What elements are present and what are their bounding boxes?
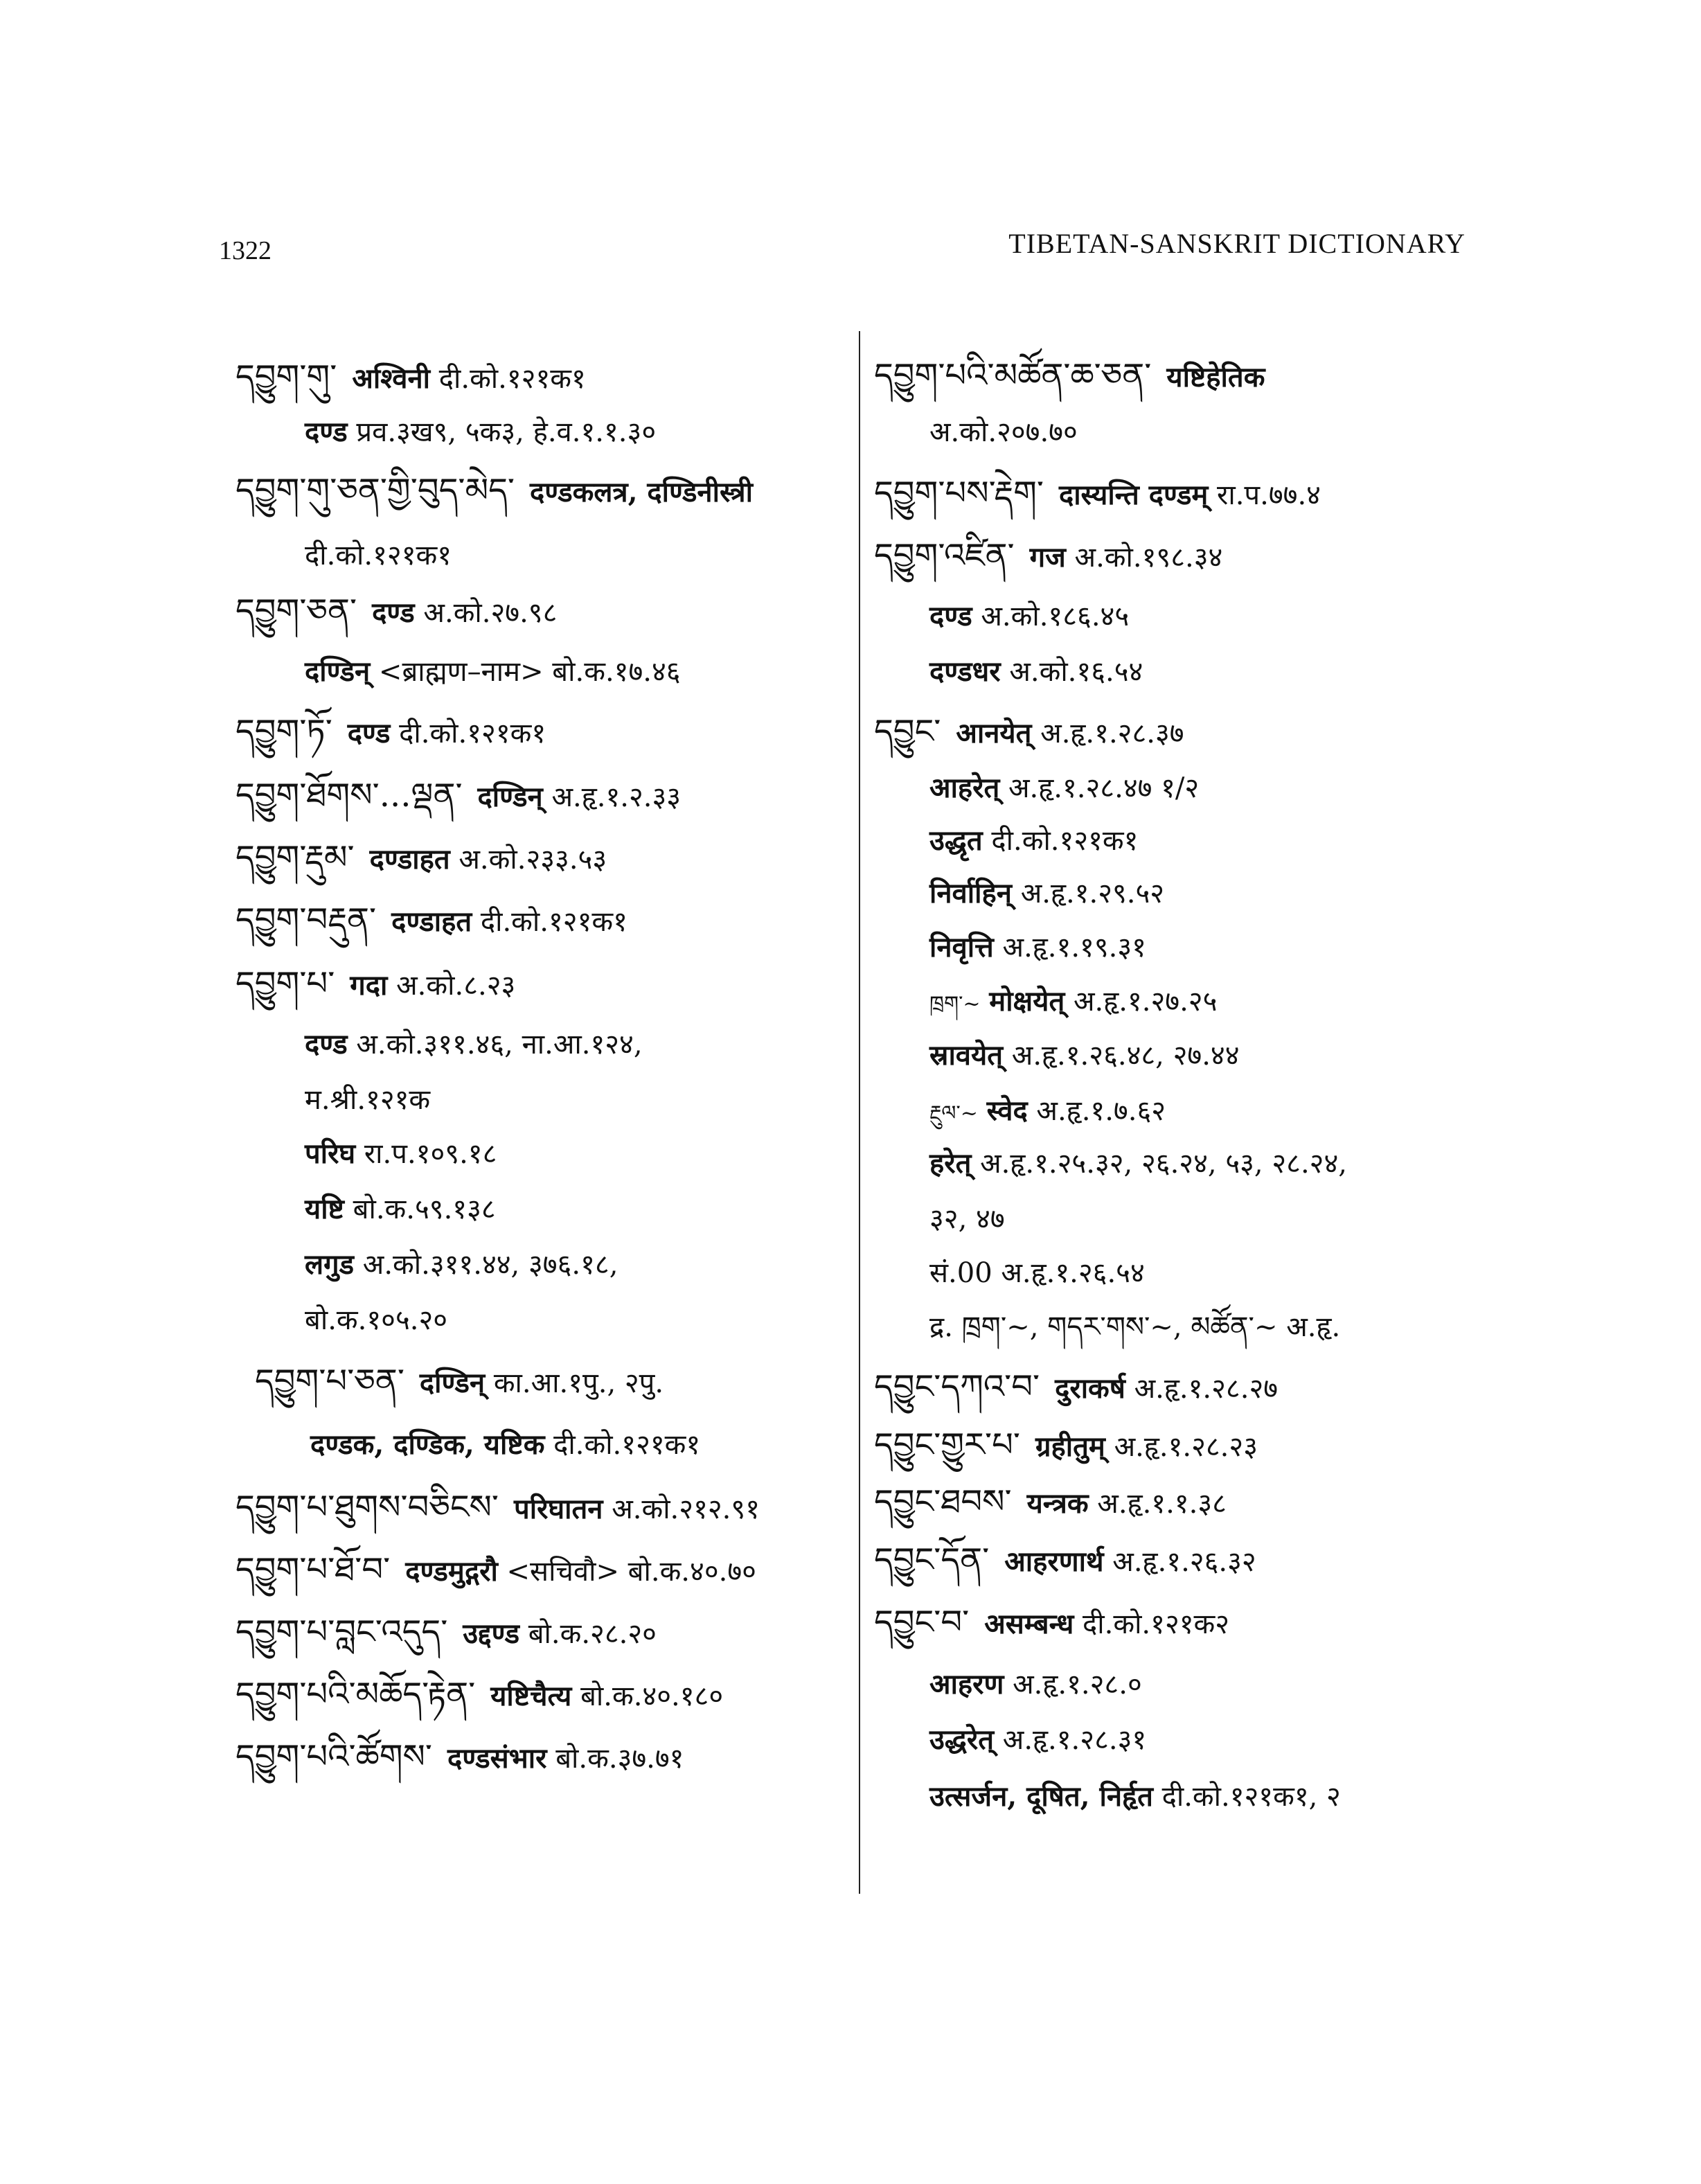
tibetan-headword: དབྱུང་བ་ (874, 1603, 970, 1642)
entry-line (929, 1039, 1240, 1072)
entry-line (874, 356, 1265, 395)
source-reference: अ.को.२७.९८ (423, 597, 558, 629)
source-reference: अ.को.२१२.९१ (612, 1493, 760, 1525)
source-reference: बो.क.१०५.२० (305, 1304, 448, 1336)
entry-line (929, 1780, 1341, 1813)
source-reference: अ.हृ.१.२५.३२, २६.२४, ५३, २८.२४, (980, 1148, 1347, 1180)
sanskrit-equivalent: दण्ड (347, 717, 391, 749)
entry-line (235, 712, 546, 751)
sanskrit-equivalent: आहरणार्थ (1004, 1545, 1104, 1578)
source-reference: अ.को.८.२३ (396, 970, 516, 1002)
source-reference: रा.प.७७.४ (1217, 479, 1321, 511)
sanskrit-equivalent: दण्डाहत (369, 843, 450, 876)
source-reference: अ.हृ.१.२९.५२ (1020, 878, 1165, 909)
tibetan-headword: དབྱུང་ཐབས་ (874, 1482, 1012, 1521)
sanskrit-equivalent: यष्टिहेतिक (1166, 361, 1265, 393)
tibetan-headword: དབྱུག་པ་ཐོ་བ་ (235, 1550, 391, 1589)
sanskrit-equivalent: दण्डधर (929, 655, 1001, 688)
tibetan-headword: དབྱུག་ཅན་ (235, 592, 357, 630)
entry-line (929, 1668, 1142, 1701)
sanskrit-equivalent: दण्डाहत (391, 905, 472, 938)
tibetan-headword: དབྱུག་བརྡུན་ (235, 900, 377, 939)
entry-line (874, 1543, 1256, 1577)
entry-line (235, 900, 627, 939)
source-reference: बो.क.२८.२० (528, 1618, 657, 1650)
source-reference: प्रव.३ख९, ५क३, हे.व.१.१.३० (356, 416, 657, 448)
entry-line (874, 1603, 1230, 1642)
page-number: 1322 (219, 236, 271, 265)
tibetan-headword: དབྱུག་འཛིན་ (874, 536, 1015, 575)
sanskrit-equivalent: यष्टि (305, 1193, 344, 1225)
entry-line (929, 1259, 1145, 1287)
source-reference: अ.हृ.१.२८.३१ (1002, 1724, 1147, 1756)
source-reference: दी.को.१२१क१ (991, 825, 1139, 857)
source-reference: अ.को.३११.४४, ३७६.१८, (362, 1249, 618, 1281)
sanskrit-equivalent: निर्वाहिन् (929, 877, 1012, 909)
tibetan-headword: དབྱུག་ཏོ་ (235, 712, 332, 751)
tibetan-headword: དབྱུང་གྱུར་པ་ (874, 1426, 1020, 1464)
source-reference: अ.हृ.१.२८.४७ १/२ (1008, 772, 1200, 804)
entry-line (929, 1723, 1147, 1756)
sanskrit-equivalent: स्वेद (986, 1094, 1028, 1127)
sanskrit-equivalent: उत्सर्जन, दूषित, निर्हृत (929, 1780, 1153, 1813)
entry-line (305, 1193, 496, 1225)
entry-line (874, 712, 1184, 751)
sanskrit-equivalent: गदा (350, 969, 388, 1002)
entry-line (874, 1428, 1258, 1462)
entry-line (929, 418, 1078, 446)
sanskrit-equivalent: दण्डकलत्र, दण्डिनीस्त्री (530, 476, 753, 508)
sanskrit-equivalent: दण्डसंभार (447, 1742, 547, 1775)
entry-line (235, 776, 682, 815)
source-reference: अ.को.१६.५४ (1009, 656, 1143, 688)
sanskrit-equivalent: आहरण (929, 1668, 1004, 1701)
sanskrit-equivalent: मोक्षयेत् (989, 985, 1065, 1018)
tibetan-headword: དབྱུང་དཀའ་བ་ (874, 1367, 1040, 1406)
source-reference: दी.को.१२१क१ (305, 540, 452, 571)
entry-line (235, 964, 516, 1003)
entry-line (305, 418, 656, 446)
tibetan-headword: དབྱུག་པའི་མཚོན་ཆ་ཅན་ (874, 356, 1152, 395)
source-reference: दी.को.१२१क१ (399, 718, 546, 749)
cross-reference: द्र. ཁྲག་~, གདར་གས་~, མཚོན་~ अ.हृ. (929, 1311, 1341, 1343)
sanskrit-equivalent: ग्रहीतुम् (1035, 1430, 1105, 1463)
source-reference: अ.हृ.१.१९.३१ (1002, 932, 1146, 964)
sanskrit-equivalent: उद्धरेत् (929, 1723, 995, 1756)
entry-line (929, 655, 1143, 688)
sanskrit-equivalent: असम्बन्ध (984, 1608, 1074, 1640)
entry-line (929, 877, 1165, 909)
source-reference: दी.को.१२१क१, २ (1161, 1781, 1341, 1813)
source-reference: ३२, ४७ (929, 1203, 1005, 1235)
running-title: TIBETAN-SANSKRIT DICTIONARY (1008, 228, 1466, 259)
entry-line (929, 600, 1130, 632)
sanskrit-equivalent: दण्डक, दण्डिक, यष्टिक (310, 1428, 545, 1461)
tibetan-headword: དབྱུག་ཐོགས་...ལྡན་ (235, 776, 463, 815)
tibetan-prefix: རྔུལ་~ (929, 1101, 978, 1126)
entry-line (929, 1094, 1166, 1127)
entry-line (235, 838, 607, 877)
entry-line (305, 1086, 430, 1114)
entry-line (929, 824, 1139, 857)
source-reference: अ.को.२०७.७० (929, 416, 1078, 448)
entry-line (305, 1028, 643, 1060)
sanskrit-equivalent: यन्त्रक (1026, 1487, 1089, 1520)
source-reference: दी.को.१२१क२ (1083, 1608, 1230, 1640)
source-reference: अ.हृ.१.२८.२३ (1114, 1431, 1258, 1463)
source-reference: रा.प.१०९.१८ (364, 1138, 497, 1170)
entry-line (929, 985, 1218, 1018)
tibetan-headword: དབྱུག་པའི་ཚོགས་ (235, 1737, 432, 1776)
sanskrit-equivalent: दण्ड (372, 596, 415, 629)
source-reference: दी.को.१२१क१ (553, 1429, 701, 1461)
entry-line (235, 1488, 760, 1527)
sanskrit-equivalent: परिघ (305, 1137, 356, 1170)
source-reference: म.श्री.१२१क (305, 1084, 431, 1116)
source-reference: अ.हृ.१.२७.२५ (1073, 986, 1218, 1018)
source-reference: दी.को.१२१क१ (438, 363, 586, 395)
source-reference: अ.हृ.१.२८.३७ (1040, 718, 1184, 749)
source-reference: अ.हृ.१.२६.३२ (1112, 1546, 1256, 1578)
sanskrit-equivalent: दण्डिन् (419, 1367, 486, 1399)
entry-line (305, 1306, 447, 1334)
sanskrit-equivalent: दास्यन्ति दण्डम् (1058, 479, 1209, 511)
entry-line (310, 1428, 701, 1461)
sanskrit-equivalent: निवृत्ति (929, 931, 994, 964)
entry-line (235, 1737, 684, 1776)
entry-line (874, 536, 1223, 575)
source-reference: अ.को.३११.४६, ना.आ.१२४, (356, 1029, 643, 1060)
source-reference: बो.क.३७.७१ (555, 1743, 684, 1775)
sanskrit-equivalent: यष्टिचैत्य (490, 1680, 572, 1712)
sanskrit-equivalent: उद्धृत (929, 824, 983, 857)
source-reference: अ.हृ.१.२८.२७ (1134, 1373, 1279, 1405)
source-reference: सं.00 अ.हृ.१.२६.५४ (929, 1257, 1145, 1289)
tibetan-headword: དབྱུག་གུ་ (235, 357, 337, 396)
entry-line (929, 1147, 1347, 1180)
tibetan-headword: དབྱུག་གུ་ཅན་གྱི་བུད་མེད་ (235, 471, 515, 510)
sanskrit-equivalent: दण्ड (305, 1028, 348, 1060)
entry-line (255, 1362, 664, 1401)
sanskrit-equivalent: दुराकर्ष (1055, 1372, 1125, 1405)
entry-line (874, 1482, 1227, 1521)
tibetan-headword: དབྱུག་པ་ཐུགས་བཅིངས་ (235, 1488, 499, 1527)
sanskrit-equivalent: हरेत् (929, 1147, 972, 1180)
source-reference: अ.हृ.१.७.६२ (1036, 1095, 1166, 1127)
sanskrit-equivalent: दण्डमुद्गरौ (405, 1555, 498, 1588)
source-reference: बो.क.४०.१८० (580, 1680, 724, 1712)
entry-line (235, 471, 753, 510)
entry-line (235, 1550, 756, 1589)
tibetan-prefix: ཁྲག་~ (929, 992, 981, 1016)
source-reference: अ.को.१८६.४५ (981, 601, 1130, 632)
sanskrit-equivalent: दण्ड (305, 416, 348, 448)
entry-line (929, 774, 1199, 802)
sanskrit-equivalent: स्रावयेत् (929, 1039, 1004, 1072)
entry-line (305, 655, 681, 688)
tibetan-headword: དབྱུག་པས་རྡེག་ (874, 474, 1044, 513)
tibetan-headword: དབྱུག་རྡུམ་ (235, 838, 355, 877)
source-reference: <ब्राह्मण–नाम> बो.क.१७.४६ (378, 656, 681, 688)
sanskrit-equivalent: दण्ड (929, 600, 972, 632)
entry-line (874, 474, 1321, 513)
column-divider (859, 331, 860, 1894)
source-reference: का.आ.१पु., २पु. (493, 1367, 664, 1399)
entry-line (305, 542, 452, 569)
tibetan-headword: དབྱུང་ (874, 712, 941, 751)
entry-line (235, 1675, 724, 1714)
sanskrit-equivalent: दण्डिन् (477, 781, 543, 813)
sanskrit-equivalent: परिघातन (514, 1493, 603, 1525)
source-reference: अ.हृ.१.२८.० (1013, 1669, 1142, 1701)
entry-line (235, 594, 557, 628)
entry-line (235, 357, 586, 396)
tibetan-headword: དབྱུག་པ་བླང་འདུད་ (235, 1613, 448, 1651)
source-reference: अ.हृ.१.२६.४८, २७.४४ (1011, 1040, 1240, 1072)
source-reference: अ.को.१९८.३४ (1074, 542, 1223, 574)
source-reference: अ.हृ.१.२.३३ (551, 781, 682, 813)
tibetan-headword: དབྱུང་དོན་ (874, 1541, 990, 1579)
entry-line (929, 1313, 1340, 1341)
entry-line (305, 1248, 618, 1281)
entry-line (929, 1205, 1005, 1233)
source-reference: अ.हृ.१.१.३८ (1097, 1488, 1227, 1520)
sanskrit-equivalent: लगुड (305, 1248, 355, 1281)
sanskrit-equivalent: अश्विनी (352, 362, 431, 395)
tibetan-headword: དབྱུག་པ་ (235, 964, 335, 1003)
source-reference: बो.क.५९.१३८ (353, 1193, 496, 1225)
tibetan-headword: དབྱུག་པའི་མཆོད་རྟེན་ (235, 1675, 476, 1714)
source-reference: अ.को.२३३.५३ (458, 844, 607, 876)
sanskrit-equivalent: दण्डिन् (305, 655, 371, 688)
sanskrit-equivalent: उद्दण्ड (463, 1617, 519, 1650)
tibetan-headword: དབྱུག་པ་ཅན་ (255, 1362, 404, 1401)
entry-line (929, 931, 1146, 964)
entry-line (235, 1615, 657, 1649)
sanskrit-equivalent: आनयेत् (956, 717, 1032, 749)
sanskrit-equivalent: आहरेत् (929, 772, 1000, 804)
source-reference: <सचिवौ> बो.क.४०.७० (506, 1556, 756, 1588)
source-reference: दी.को.१२१क१ (480, 906, 627, 938)
sanskrit-equivalent: गज (1029, 541, 1066, 574)
entry-line (874, 1367, 1279, 1406)
entry-line (305, 1137, 497, 1170)
